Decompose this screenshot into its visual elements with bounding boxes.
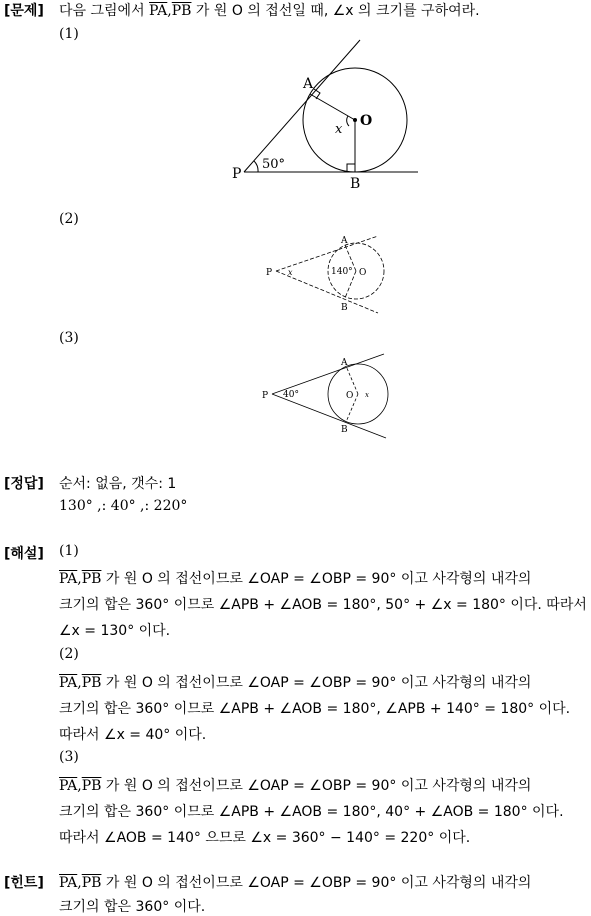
segment-pb: $\overline{PB}$ bbox=[81, 875, 102, 891]
fig1-label-o: O bbox=[360, 113, 373, 129]
hint-tag: [힌트] bbox=[4, 875, 44, 891]
fig1-label-a: A bbox=[303, 76, 314, 92]
fig1-label-x: x bbox=[335, 122, 343, 137]
solution-2-line-1 bbox=[59, 672, 531, 692]
segment-pa: $\overline{PA}$ bbox=[59, 675, 78, 691]
solution-1-line-3: ∠x = 130° 이다. bbox=[59, 623, 171, 639]
fig2-label-o: O bbox=[359, 268, 367, 278]
fig1-label-p: P bbox=[232, 166, 242, 182]
subproblem-3-label: (3) bbox=[59, 330, 79, 346]
answer-values: 130° ,: 40° ,: 220° bbox=[59, 498, 188, 514]
fig3-label-p: P bbox=[262, 391, 269, 401]
answer-tag: [정답] bbox=[4, 476, 44, 492]
subproblem-2-label: (2) bbox=[59, 211, 79, 227]
answer-meta: 순서: 없음, 갯수: 1 bbox=[59, 476, 177, 492]
segment-pb: $\overline{PB}$ bbox=[81, 778, 102, 794]
fig2-label-b: B bbox=[341, 303, 348, 313]
fig3-label-o: O bbox=[346, 391, 354, 401]
fig1-label-angle: 50° bbox=[262, 157, 286, 172]
segment-pa: $\overline{PA}$ bbox=[149, 3, 168, 19]
comma: , bbox=[77, 675, 82, 691]
comma: , bbox=[77, 875, 82, 891]
hint-text: 가 원 O 의 접선이므로 ∠OAP = ∠OBP = 90° 이고 사각형의 내각의 bbox=[101, 875, 532, 891]
comma: , bbox=[167, 3, 172, 19]
fig3-label-x: x bbox=[365, 391, 369, 399]
segment-pa: $\overline{PA}$ bbox=[59, 571, 78, 587]
fig3-tangent-pa bbox=[272, 354, 384, 394]
solution-3-label: (3) bbox=[59, 749, 79, 765]
fig2-label-angle: 140° bbox=[331, 267, 353, 277]
solution-1-line-2: 크기의 합은 360° 이므로 ∠APB + ∠AOB = 180°, 50° + ∠x = 180° 이다. 따라서 bbox=[59, 597, 587, 613]
solution-1-label: (1) bbox=[59, 543, 79, 559]
solution-text: 가 원 O 의 접선이므로 ∠OAP = ∠OBP = 90° 이고 사각형의 내각의 bbox=[101, 571, 532, 587]
subproblem-1-label: (1) bbox=[59, 26, 79, 42]
solution-2-line-3: 따라서 ∠x = 40° 이다. bbox=[59, 727, 207, 743]
segment-pb: $\overline{PB}$ bbox=[81, 571, 102, 587]
segment-pa: $\overline{PA}$ bbox=[59, 875, 78, 891]
fig3-label-angle: 40° bbox=[283, 390, 299, 400]
solution-3-line-1 bbox=[59, 775, 531, 795]
solution-tag: [해설] bbox=[4, 546, 44, 562]
solution-3-line-3: 따라서 ∠AOB = 140° 으므로 ∠x = 360° − 140° = 220° 이다. bbox=[59, 830, 471, 846]
fig3-radius-oa bbox=[346, 366, 358, 394]
comma: , bbox=[77, 571, 82, 587]
solution-2-label: (2) bbox=[59, 646, 79, 662]
solution-text: 가 원 O 의 접선이므로 ∠OAP = ∠OBP = 90° 이고 사각형의 내각의 bbox=[101, 778, 532, 794]
fig2-label-a: A bbox=[341, 236, 348, 246]
prompt-text: 가 원 O 의 접선일 때, ∠x 의 크기를 구하여라. bbox=[191, 3, 480, 19]
hint-line-1 bbox=[59, 872, 531, 892]
comma: , bbox=[77, 778, 82, 794]
fig3-label-a: A bbox=[341, 358, 348, 368]
problem-tag: [문제] bbox=[4, 3, 44, 19]
solution-2-line-2: 크기의 합은 360° 이므로 ∠APB + ∠AOB = 180°, ∠APB + 140° = 180° 이다. bbox=[59, 701, 571, 717]
segment-pa: $\overline{PA}$ bbox=[59, 778, 78, 794]
prompt-text: 다음 그림에서 bbox=[59, 3, 150, 19]
fig2-label-p: P bbox=[266, 268, 273, 278]
fig3-label-b: B bbox=[341, 425, 348, 435]
fig1-label-b: B bbox=[350, 176, 361, 192]
fig2-label-x: x bbox=[288, 268, 293, 277]
solution-1-line-1 bbox=[59, 568, 531, 588]
solution-text: 가 원 O 의 접선이므로 ∠OAP = ∠OBP = 90° 이고 사각형의 내각의 bbox=[101, 675, 532, 691]
segment-pb: $\overline{PB}$ bbox=[81, 675, 102, 691]
solution-3-line-2: 크기의 합은 360° 이므로 ∠APB + ∠AOB = 180°, 40° + ∠AOB = 180° 이다. bbox=[59, 804, 564, 820]
hint-line-2: 크기의 합은 360° 이다. bbox=[59, 899, 206, 915]
segment-pb: $\overline{PB}$ bbox=[171, 3, 192, 19]
